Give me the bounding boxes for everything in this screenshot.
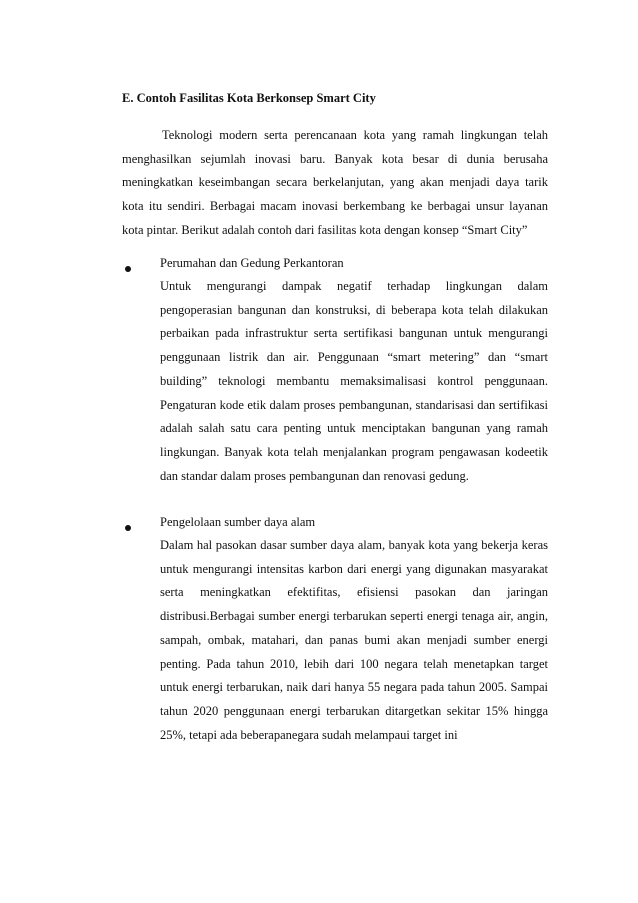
list-item-body: Untuk mengurangi dampak negatif terhadap lingkungan dalam pengoperasian bangunan dan konstruksi, di beberapa kota telah dilakukan perbaikan pada infrastruktur serta sertifikasi bangunan untuk mengurangi penggunaan listrik dan air. Penggunaan “smart metering” dan “smart building” teknologi membantu memaksimalisasi kontrol penggunaan. Pengaturan kode etik dalam proses pembangunan, standarisasi dan sertifikasi adalah salah satu cara penting untuk menciptakan bangunan yang ramah lingkungan. Banyak kota telah menjalankan program pengawasan kodeetik dan standar dalam proses pembangunan dan renovasi gedung. [160,279,548,483]
bullet-dot-icon [125,266,131,272]
list-item-title: Perumahan dan Gedung Perkantoran [160,256,344,270]
list-item-body: Dalam hal pasokan dasar sumber daya alam, banyak kota yang bekerja keras untuk mengurangi intensitas karbon dari energi yang digunakan masyarakat serta meningkatkan efektifitas, efisiensi pasokan dan jaringan distribusi.Berbagai sumber energi terbarukan seperti energi tenaga air, angin, sampah, ombak, matahari, dan panas bumi akan menjadi sumber energi penting. Pada tahun 2010, lebih dari 100 negara telah menetapkan target untuk energi terbarukan, naik dari hanya 55 negara pada tahun 2005. Sampai tahun 2020 penggunaan energi terbarukan ditargetkan sekitar 15% hingga 25%, tetapi ada beberapanegara sudah melampaui target ini [160,538,548,742]
section-heading: E. Contoh Fasilitas Kota Berkonsep Smart City [122,91,376,105]
bullet-dot-icon [125,525,131,531]
list-item-title: Pengelolaan sumber daya alam [160,515,316,529]
intro-paragraph: Teknologi modern serta perencanaan kota yang ramah lingkungan telah menghasilkan sejumlah inovasi baru. Banyak kota besar di dunia berusaha meningkatkan keseimbangan secara berkelanjutan, yang akan menjadi daya tarik kota itu sendiri. Berbagai macam inovasi berkembang ke berbagai unsur layanan kota pintar. Berikut adalah contoh dari fasilitas kota dengan konsep “Smart City” [122,128,548,237]
